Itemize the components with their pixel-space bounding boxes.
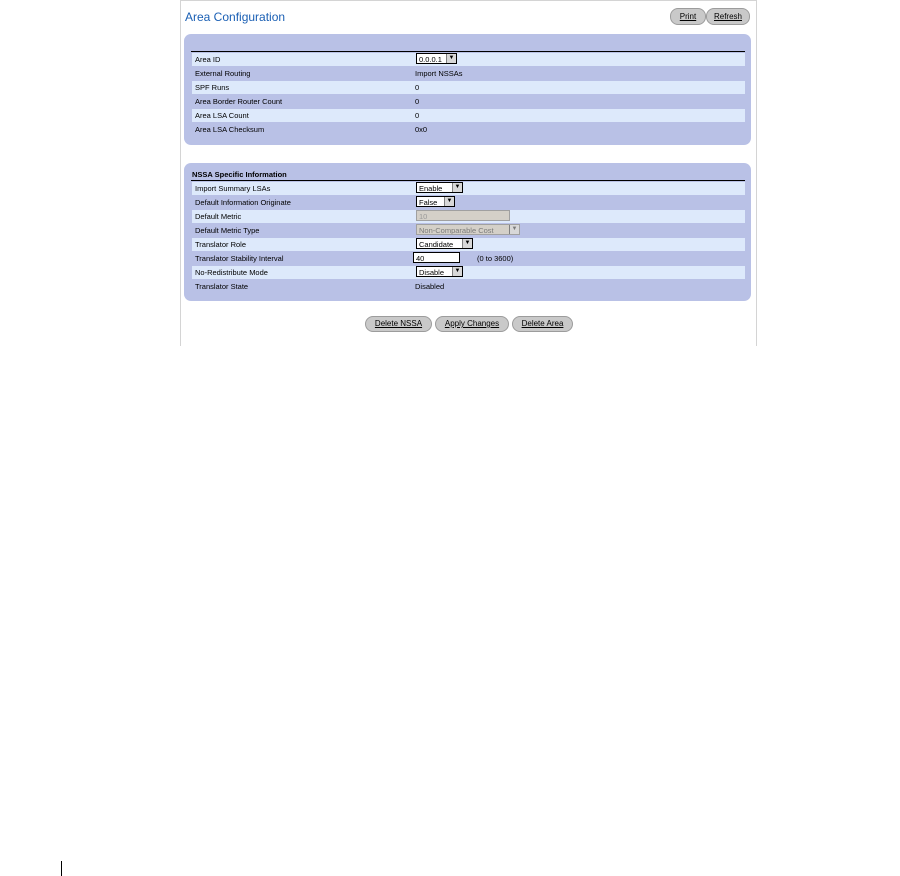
row-no-redistribute	[192, 266, 745, 279]
import-summary-value: Enable	[419, 184, 443, 193]
nssa-panel-title: NSSA Specific Information	[192, 170, 287, 179]
chevron-down-icon: ▼	[452, 267, 462, 276]
translator-role-select[interactable]	[416, 238, 473, 249]
area-id-value: 0.0.0.1	[419, 55, 442, 64]
area-panel	[184, 34, 751, 145]
lsa-checksum-value: 0x0	[415, 125, 428, 134]
spf-runs-value: 0	[415, 83, 420, 92]
row-import-summary	[192, 182, 745, 195]
delete-area-button[interactable]: Delete Area	[512, 316, 573, 332]
chevron-down-icon: ▼	[446, 54, 456, 63]
row-area-id	[192, 53, 745, 66]
page-title: Area Configuration	[185, 10, 286, 24]
translator-state-label: Translator State	[195, 282, 249, 291]
area-id-label: Area ID	[195, 55, 221, 64]
lsa-count-label: Area LSA Count	[195, 111, 249, 120]
translator-role-value: Candidate	[419, 240, 454, 249]
lsa-checksum-label: Area LSA Checksum	[195, 125, 265, 134]
chevron-down-icon: ▼	[509, 225, 519, 234]
abr-count-label: Area Border Router Count	[195, 97, 283, 106]
default-metric-type-select[interactable]	[416, 224, 520, 235]
refresh-button[interactable]: Refresh	[706, 8, 750, 25]
no-redistribute-value: Disable	[419, 268, 445, 277]
panel-divider	[191, 180, 745, 181]
row-default-metric-type	[192, 224, 745, 237]
external-routing-value: Import NSSAs	[415, 69, 463, 78]
no-redistribute-label: No-Redistribute Mode	[195, 268, 268, 277]
chevron-down-icon: ▼	[444, 197, 454, 206]
area-id-select[interactable]	[416, 53, 457, 64]
lsa-count-value: 0	[415, 111, 420, 120]
row-default-metric	[192, 210, 745, 223]
spf-runs-label: SPF Runs	[195, 83, 230, 92]
delete-nssa-button[interactable]: Delete NSSA	[365, 316, 432, 332]
default-info-originate-label: Default Information Originate	[195, 198, 291, 207]
import-summary-label: Import Summary LSAs	[195, 184, 271, 193]
row-external-routing	[192, 67, 745, 80]
row-lsa-count	[192, 109, 745, 122]
chevron-down-icon: ▼	[462, 239, 472, 248]
translator-stability-input[interactable]: 40	[413, 252, 460, 263]
abr-count-value: 0	[415, 97, 420, 106]
print-button[interactable]: Print	[670, 8, 706, 25]
default-info-originate-value: False	[419, 198, 438, 207]
row-abr-count	[192, 95, 745, 108]
row-translator-role	[192, 238, 745, 251]
translator-stability-label: Translator Stability Interval	[195, 254, 284, 263]
chevron-down-icon: ▼	[452, 183, 462, 192]
default-info-originate-select[interactable]	[416, 196, 455, 207]
row-translator-stability	[192, 252, 745, 265]
panel-divider	[191, 51, 745, 52]
content-frame	[180, 0, 757, 346]
page-margin-bar	[61, 861, 62, 876]
default-metric-type-label: Default Metric Type	[195, 226, 260, 235]
row-lsa-checksum	[192, 123, 745, 136]
translator-stability-hint: (0 to 3600)	[477, 254, 514, 263]
translator-role-label: Translator Role	[195, 240, 246, 249]
default-metric-label: Default Metric	[195, 212, 242, 221]
no-redistribute-select[interactable]	[416, 266, 463, 277]
apply-changes-button[interactable]: Apply Changes	[435, 316, 509, 332]
external-routing-label: External Routing	[195, 69, 251, 78]
row-spf-runs	[192, 81, 745, 94]
row-translator-state	[192, 280, 745, 293]
nssa-panel	[184, 163, 751, 301]
import-summary-select[interactable]	[416, 182, 463, 193]
default-metric-input[interactable]: 10	[416, 210, 510, 221]
row-default-info-originate	[192, 196, 745, 209]
translator-state-value: Disabled	[415, 282, 445, 291]
default-metric-type-value: Non-Comparable Cost	[419, 226, 494, 235]
